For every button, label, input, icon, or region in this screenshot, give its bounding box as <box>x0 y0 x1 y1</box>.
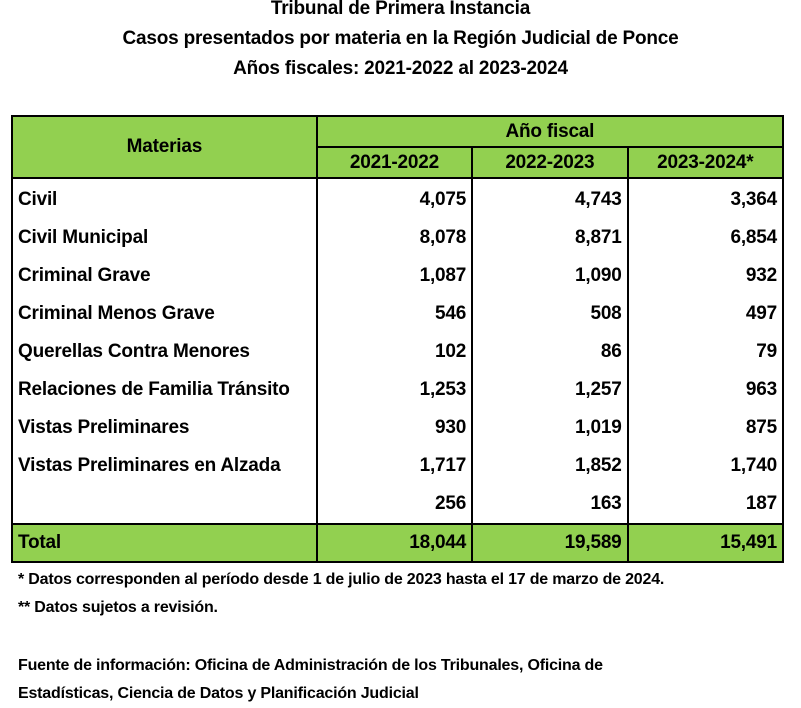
total-label: Total <box>12 524 317 562</box>
row-materia: Criminal Menos Grave <box>12 295 317 333</box>
row-materia: Civil Municipal <box>12 219 317 257</box>
footnote-2: ** Datos sujetos a revisión. <box>18 599 218 616</box>
row-value: 6,854 <box>628 219 783 257</box>
row-materia: Querellas Contra Menores <box>12 333 317 371</box>
row-value: 86 <box>472 333 627 371</box>
row-value: 1,090 <box>472 257 627 295</box>
header-year-2: 2022-2023 <box>472 147 627 178</box>
row-value: 3,364 <box>628 178 783 219</box>
source-line-1: Fuente de información: Oficina de Administración de los Tribunales, Oficina de <box>18 657 603 674</box>
row-value: 8,871 <box>472 219 627 257</box>
table-row <box>12 371 783 409</box>
title-line-2: Casos presentados por materia en la Región Judicial de Ponce <box>122 28 679 49</box>
header-year-1: 2021-2022 <box>317 147 472 178</box>
title-line-1: Tribunal de Primera Instancia <box>270 0 531 19</box>
row-materia <box>12 485 317 524</box>
row-value: 256 <box>317 485 472 524</box>
cases-table <box>11 115 784 563</box>
row-value: 875 <box>628 409 783 447</box>
table-row <box>12 485 783 524</box>
row-value: 8,078 <box>317 219 472 257</box>
table-row <box>12 409 783 447</box>
row-value: 930 <box>317 409 472 447</box>
row-value: 1,852 <box>472 447 627 485</box>
row-value: 546 <box>317 295 472 333</box>
table-row-total <box>12 524 783 562</box>
document-title-block <box>0 0 801 84</box>
row-value: 79 <box>628 333 783 371</box>
row-value: 1,257 <box>472 371 627 409</box>
row-materia: Criminal Grave <box>12 257 317 295</box>
header-year-3: 2023-2024* <box>628 147 783 178</box>
row-value: 932 <box>628 257 783 295</box>
table-row <box>12 333 783 371</box>
row-value: 1,087 <box>317 257 472 295</box>
table-row <box>12 178 783 219</box>
table-row <box>12 257 783 295</box>
row-value: 508 <box>472 295 627 333</box>
row-value: 1,717 <box>317 447 472 485</box>
row-value: 963 <box>628 371 783 409</box>
source-note <box>18 652 603 708</box>
title-line-3: Años fiscales: 2021-2022 al 2023-2024 <box>233 58 568 79</box>
row-value: 497 <box>628 295 783 333</box>
total-value: 18,044 <box>317 524 472 562</box>
table-row <box>12 447 783 485</box>
row-materia: Relaciones de Familia Tránsito <box>12 371 317 409</box>
row-value: 1,019 <box>472 409 627 447</box>
table-row <box>12 295 783 333</box>
row-materia: Vistas Preliminares <box>12 409 317 447</box>
row-value: 4,075 <box>317 178 472 219</box>
row-value: 187 <box>628 485 783 524</box>
row-materia: Civil <box>12 178 317 219</box>
row-materia: Vistas Preliminares en Alzada <box>12 447 317 485</box>
source-line-2: Estadísticas, Ciencia de Datos y Planificación Judicial <box>18 685 419 702</box>
total-value: 19,589 <box>472 524 627 562</box>
total-value: 15,491 <box>628 524 783 562</box>
row-value: 4,743 <box>472 178 627 219</box>
footnotes <box>18 566 664 622</box>
row-value: 102 <box>317 333 472 371</box>
footnote-1: * Datos corresponden al período desde 1 de julio de 2023 hasta el 17 de marzo de 2024. <box>18 571 665 588</box>
table-row <box>12 219 783 257</box>
row-value: 1,740 <box>628 447 783 485</box>
row-value: 163 <box>472 485 627 524</box>
row-value: 1,253 <box>317 371 472 409</box>
header-materias: Materias <box>12 116 317 178</box>
header-ano-fiscal: Año fiscal <box>317 116 783 147</box>
